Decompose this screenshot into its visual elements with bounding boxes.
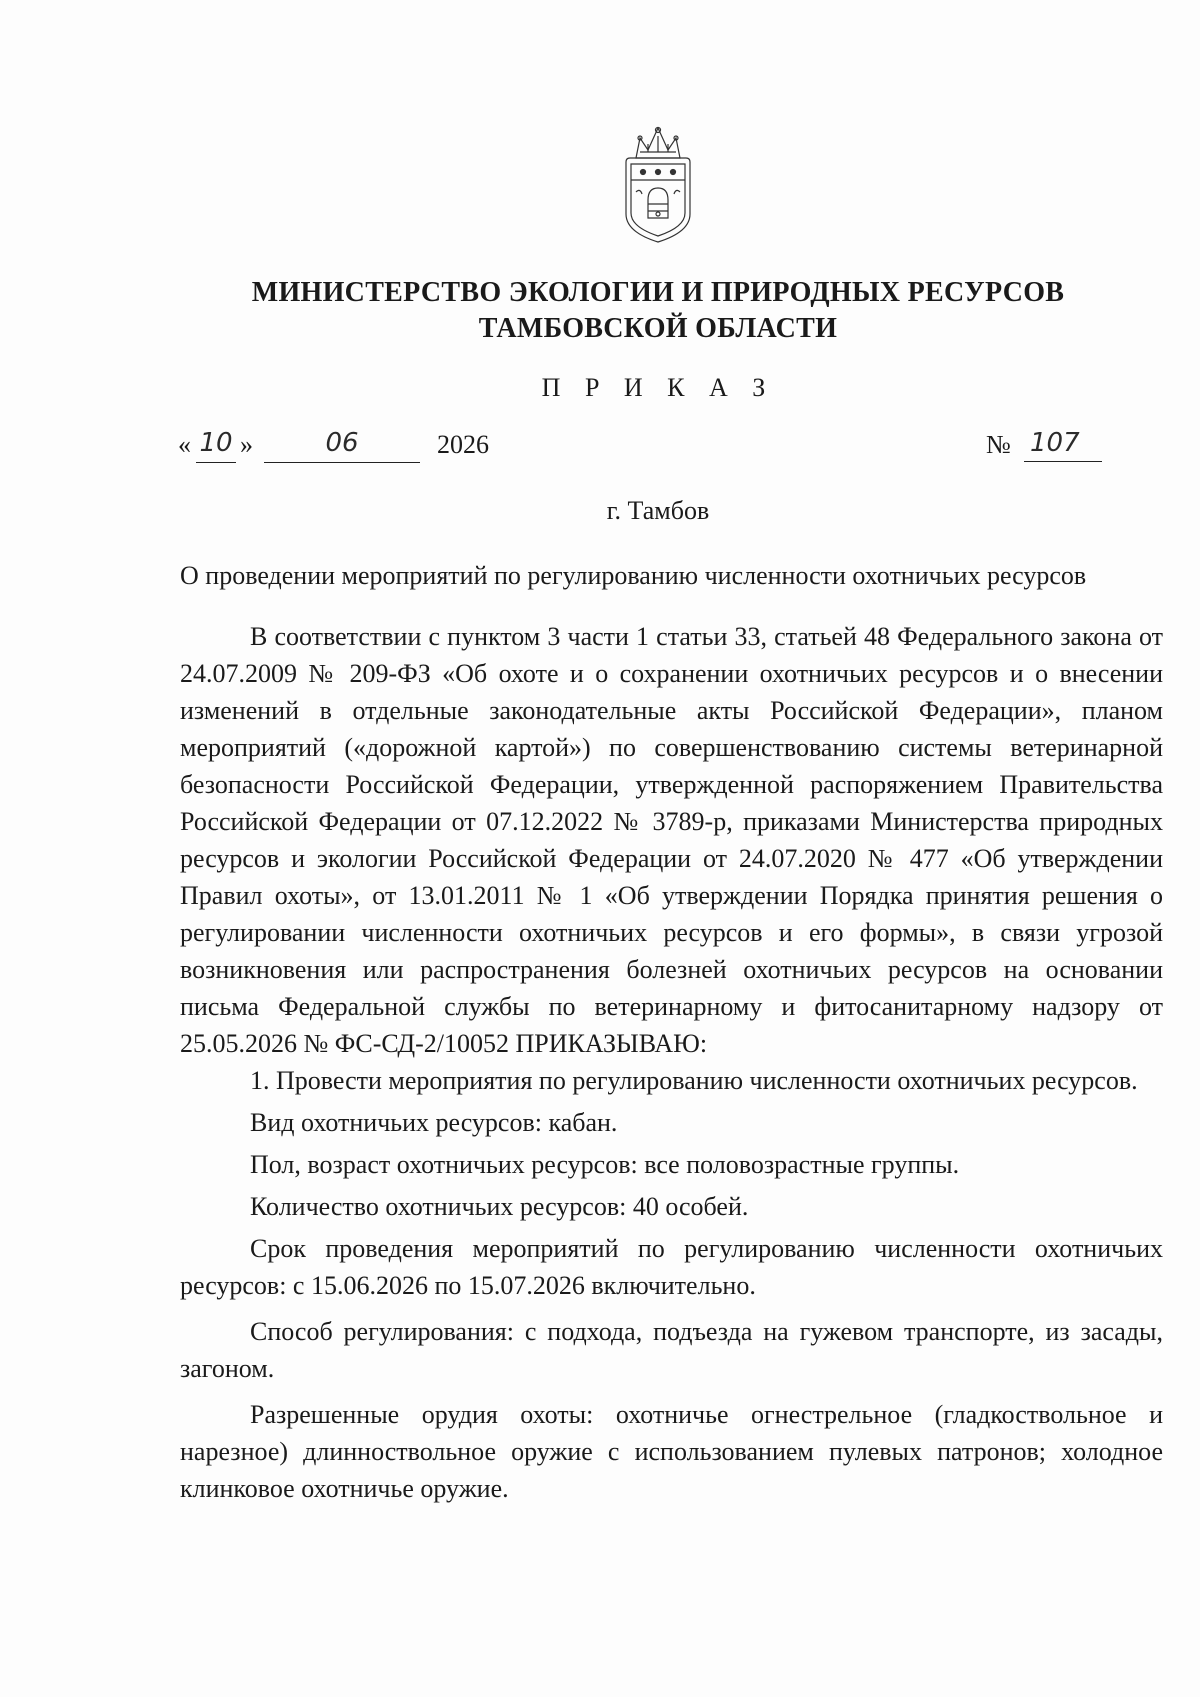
document-type-title: П Р И К А З [541,373,775,402]
ministry-name-line-1: МИНИСТЕРСТВО ЭКОЛОГИИ И ПРИРОДНЫХ РЕСУРСОВ [251,277,1065,308]
method-paragraph: Способ регулирования: с подхода, подъезда на гужевом транспорте, из засады, загоном. [180,1317,1163,1383]
date-month-field: 06 [264,428,420,463]
period-paragraph: Срок проведения мероприятий по регулированию численности охотничьих ресурсов: с 15.06.2026 по 15.07.2026 включительно. [180,1234,1163,1300]
preamble-paragraph: В соответствии с пунктом 3 части 1 статьи 33, статьей 48 Федерального закона от 24.07.2009 № 209-ФЗ «Об охоте и о сохранении охотничьих ресурсов и о внесении изменений в отдельные законодательные акты Российской Федерации», планом мероприятий («дорожной картой») по совершенствованию системы ветеринарной безопасности Российской Федерации, утвержденной распоряжением Правительства Российской Федерации от 07.12.2022 № 3789-р, приказами Министерства природных ресурсов и экологии Российской Федерации от 24.07.2020 № 477 «Об утверждении Правил охоты», от 13.01.2011 № 1 «Об утверждении Порядка принятия решения о регулировании численности охотничьих ресурсов и его формы», в связи угрозой возникновения или распространения болезней охотничьих ресурсов на основании письма Федеральной службы по ветеринарному и фитосанитарному надзору от 25.05.2026 № ФС-СД-2/10052 ПРИКАЗЫВАЮ: [180,622,1163,1058]
ministry-name [150,275,1166,347]
order-body [180,618,1163,1507]
resource-type-paragraph: Вид охотничьих ресурсов: кабан. [250,1108,618,1137]
date-open-quote: « [178,430,191,459]
order-number-label: № [986,430,1011,459]
date-close-quote: » [240,430,253,459]
item-1-paragraph: 1. Провести мероприятия по регулированию численности охотничьих ресурсов. [250,1066,1138,1095]
quantity-paragraph: Количество охотничьих ресурсов: 40 особей. [250,1192,749,1221]
coat-of-arms-icon [618,122,698,246]
order-subject: О проведении мероприятий по регулированию численности охотничьих ресурсов [180,561,1087,590]
ministry-name-line-2: ТАМБОВСКОЙ ОБЛАСТИ [478,313,838,344]
sex-age-paragraph: Пол, возраст охотничьих ресурсов: все половозрастные группы. [250,1150,960,1179]
date-year: 2026 [437,430,489,459]
weapons-paragraph: Разрешенные орудия охоты: охотничье огнестрельное (гладкоствольное и нарезное) длинноствольное оружие с использованием пулевых патронов; холодное клинковое охотничье оружие. [180,1400,1163,1503]
order-number-field: 107 [1024,428,1102,462]
date-number-row [178,428,1128,468]
city-line: г. Тамбов [606,496,710,525]
date-day-field: 10 [196,428,236,463]
